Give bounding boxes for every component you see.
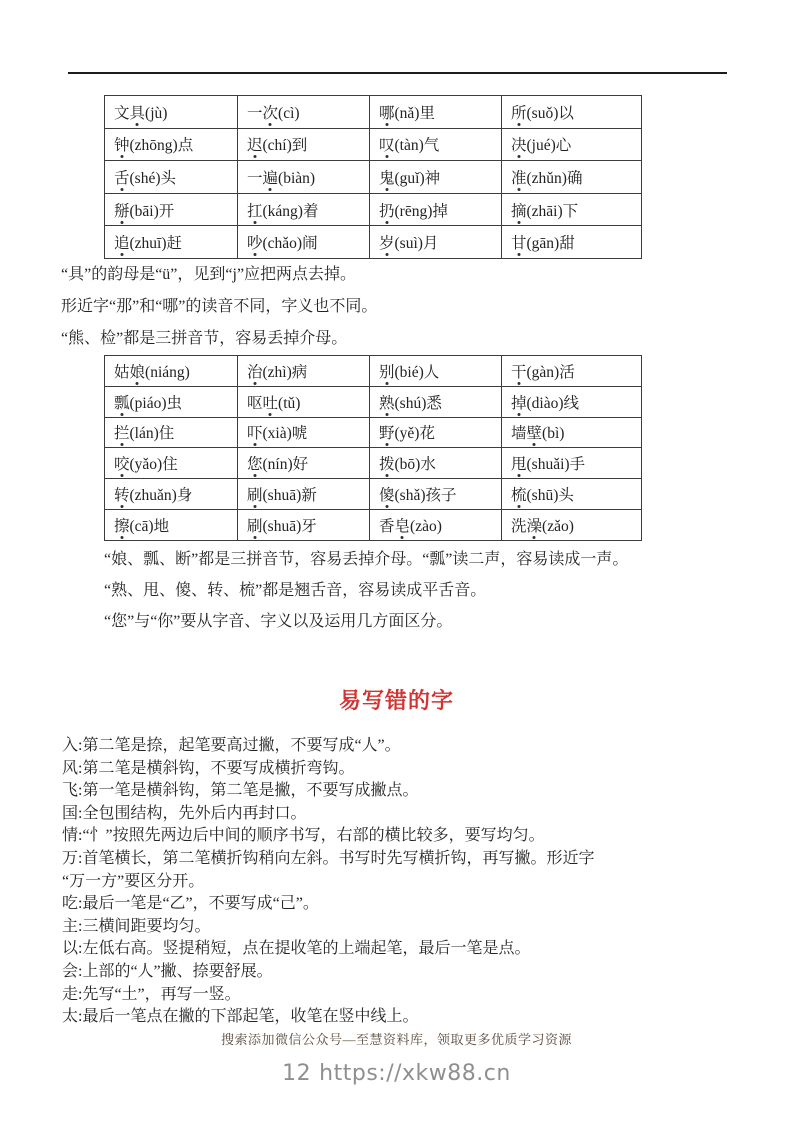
emphasis-dotted-char: 熟 [379,391,395,413]
emphasis-dotted-char: 所 [511,101,527,123]
vocab-cell: 洗澡(zǎo) [502,509,642,540]
emphasis-dotted-char: 鬼 [379,166,395,188]
table-row [105,96,642,129]
vocab-cell: 吵(chǎo)闹 [238,226,370,259]
emphasis-dotted-char: 吓 [247,421,263,443]
emphasis-dotted-char: 吐 [263,391,279,413]
emphasis-dotted-char: 瓢 [114,391,130,413]
emphasis-dotted-char: 迟 [247,133,263,155]
vocab-cell: 钟(zhōng)点 [105,128,238,161]
page-number: 12 [282,1061,312,1086]
vocab-table-2-body [105,356,642,541]
tip-line: “万一方”要区分开。 [62,872,205,890]
tip-line: 吃:最后一笔是“乙”，不要写成“己”。 [62,895,319,913]
emphasis-dotted-char: 钟 [114,133,130,155]
emphasis-dotted-char: 治 [247,360,263,382]
emphasis-dotted-char: 掰 [114,199,130,221]
note-line: “熊、检”都是三拼音节，容易丢掉介母。 [61,330,348,347]
table-row [105,128,642,161]
emphasis-dotted-char: 傻 [379,483,395,505]
emphasis-dotted-char: 追 [114,231,130,253]
emphasis-dotted-char: 摘 [511,199,527,221]
table-row [105,417,642,448]
vocab-cell: 掉(diào)线 [502,386,642,417]
vocab-cell: 干(gàn)活 [502,356,642,387]
vocab-cell: 扛(káng)着 [238,193,370,226]
vocab-cell: 一次(cì) [238,96,370,129]
vocab-cell: 决(jué)心 [502,128,642,161]
vocab-cell: 吓(xià)唬 [238,417,370,448]
emphasis-dotted-char: 擦 [114,514,130,536]
vocab-cell: 摘(zhāi)下 [502,193,642,226]
emphasis-dotted-char: 准 [511,166,527,188]
tip-line: 太:最后一笔点在撇的下部起笔，收笔在竖中线上。 [62,1008,419,1026]
emphasis-dotted-char: 具 [130,101,146,123]
tip-line: 主:三横间距要均匀。 [62,917,211,935]
vocab-cell: 鬼(guǐ)神 [370,161,502,194]
vocab-cell: 哪(nǎ)里 [370,96,502,129]
vocab-table-1-body [105,96,642,259]
table-row [105,226,642,259]
emphasis-dotted-char: 壁 [527,421,543,443]
tip-line: 以:左低右高。竖提稍短，点在提收笔的上端起笔，最后一笔是点。 [62,940,531,958]
table-row [105,161,642,194]
emphasis-dotted-char: 扔 [379,199,395,221]
emphasis-dotted-char: 刷 [247,483,263,505]
vocab-cell: 擦(cā)地 [105,509,238,540]
vocab-cell: 刷(shuā)牙 [238,509,370,540]
vocab-table-1 [104,95,642,259]
emphasis-dotted-char: 别 [379,360,395,382]
vocab-cell: 扔(rēng)掉 [370,193,502,226]
tip-line: 情:“忄”按照先两边后中间的顺序书写，右部的横比较多，要写均匀。 [62,827,545,845]
vocab-cell: 迟(chí)到 [238,128,370,161]
emphasis-dotted-char: 转 [114,483,130,505]
emphasis-dotted-char: 刷 [247,514,263,536]
note-line: “您”与“你”要从字音、字义以及运用几方面区分。 [104,613,453,630]
tip-line: 万:首笔横长，第二笔横折钩稍向左斜。书写时先写横折钩，再写撇。形近字 [62,849,595,867]
vocab-cell: 香皂(zào) [370,509,502,540]
vocab-cell: 傻(shǎ)孩子 [370,479,502,510]
tip-line: 走:先写“土”，再写一竖。 [62,985,241,1003]
page-url: https://xkw88.cn [319,1061,511,1086]
vocab-cell: 野(yě)花 [370,417,502,448]
top-divider-rule [68,72,727,74]
note-line: “具”的韵母是“ü”，见到“j”应把两点去掉。 [61,266,357,283]
emphasis-dotted-char: 扛 [247,199,263,221]
emphasis-dotted-char: 拦 [114,421,130,443]
section-title: 易写错的字 [338,688,454,713]
vocab-cell: 呕吐(tǔ) [238,386,370,417]
emphasis-dotted-char: 澡 [527,514,543,536]
emphasis-dotted-char: 吵 [247,231,263,253]
table-row [105,386,642,417]
vocab-cell: 叹(tàn)气 [370,128,502,161]
emphasis-dotted-char: 舌 [114,166,130,188]
writing-tips-block [62,735,762,1029]
vocab-cell: 拦(lán)住 [105,417,238,448]
emphasis-dotted-char: 野 [379,421,395,443]
vocab-cell: 甩(shuǎi)手 [502,448,642,479]
emphasis-dotted-char: 遍 [263,166,279,188]
vocab-cell: 掰(bāi)开 [105,193,238,226]
emphasis-dotted-char: 梳 [511,483,527,505]
vocab-cell: 准(zhǔn)确 [502,161,642,194]
table-row [105,479,642,510]
notes-block-1 [61,259,741,355]
emphasis-dotted-char: 岁 [379,231,395,253]
table-row [105,509,642,540]
emphasis-dotted-char: 哪 [379,101,395,123]
emphasis-dotted-char: 掉 [511,391,527,413]
emphasis-dotted-char: 干 [511,360,527,382]
emphasis-dotted-char: 甘 [511,231,527,253]
emphasis-dotted-char: 娘 [130,360,146,382]
notes-block-2 [104,544,764,637]
vocab-cell: 咬(yǎo)住 [105,448,238,479]
emphasis-dotted-char: 决 [511,133,527,155]
table-row [105,193,642,226]
vocab-cell: 您(nín)好 [238,448,370,479]
vocab-cell: 甘(gān)甜 [502,226,642,259]
vocab-cell: 墙壁(bì) [502,417,642,448]
vocab-cell: 刷(shuā)新 [238,479,370,510]
table-row [105,356,642,387]
tip-line: 国:全包围结构，先外后内再封口。 [62,804,307,822]
emphasis-dotted-char: 您 [247,452,263,474]
vocab-cell: 熟(shú)悉 [370,386,502,417]
tip-line: 风:第二笔是横斜钩，不要写成横折弯钩。 [62,759,355,777]
vocab-cell: 瓢(piáo)虫 [105,386,238,417]
emphasis-dotted-char: 叹 [379,133,395,155]
vocab-cell: 追(zhuī)赶 [105,226,238,259]
vocab-cell: 所(suǒ)以 [502,96,642,129]
emphasis-dotted-char: 咬 [114,452,130,474]
vocab-cell: 梳(shū)头 [502,479,642,510]
tip-line: 会:上部的“人”撇、捺要舒展。 [62,962,273,980]
note-line: “娘、瓢、断”都是三拼音节，容易丢掉介母。“瓢”读二声，容易读成一声。 [104,551,629,568]
vocab-cell: 别(bié)人 [370,356,502,387]
emphasis-dotted-char: 拨 [379,452,395,474]
vocab-cell: 转(zhuǎn)身 [105,479,238,510]
emphasis-dotted-char: 皂 [395,514,411,536]
note-line: 形近字“那”和“哪”的读音不同，字义也不同。 [61,298,378,315]
table-row [105,448,642,479]
tip-line: 入:第二笔是捺，起笔要高过撇，不要写成“人”。 [62,737,401,754]
vocab-cell: 治(zhì)病 [238,356,370,387]
vocab-cell: 姑娘(niáng) [105,356,238,387]
vocab-cell: 岁(suì)月 [370,226,502,259]
note-line: “熟、甩、傻、转、梳”都是翘舌音，容易读成平舌音。 [104,582,487,599]
vocab-table-2 [104,355,642,541]
page-footer [0,1061,793,1086]
footer-promo-text: 搜索添加微信公众号—至慧资料库，领取更多优质学习资源 [220,1032,572,1047]
vocab-cell: 拨(bō)水 [370,448,502,479]
vocab-cell: 一遍(biàn) [238,161,370,194]
emphasis-dotted-char: 次 [263,101,279,123]
vocab-cell: 舌(shé)头 [105,161,238,194]
vocab-cell: 文具(jù) [105,96,238,129]
emphasis-dotted-char: 甩 [511,452,527,474]
tip-line: 飞:第一笔是横斜钩，第二笔是撇，不要写成撇点。 [62,782,419,800]
